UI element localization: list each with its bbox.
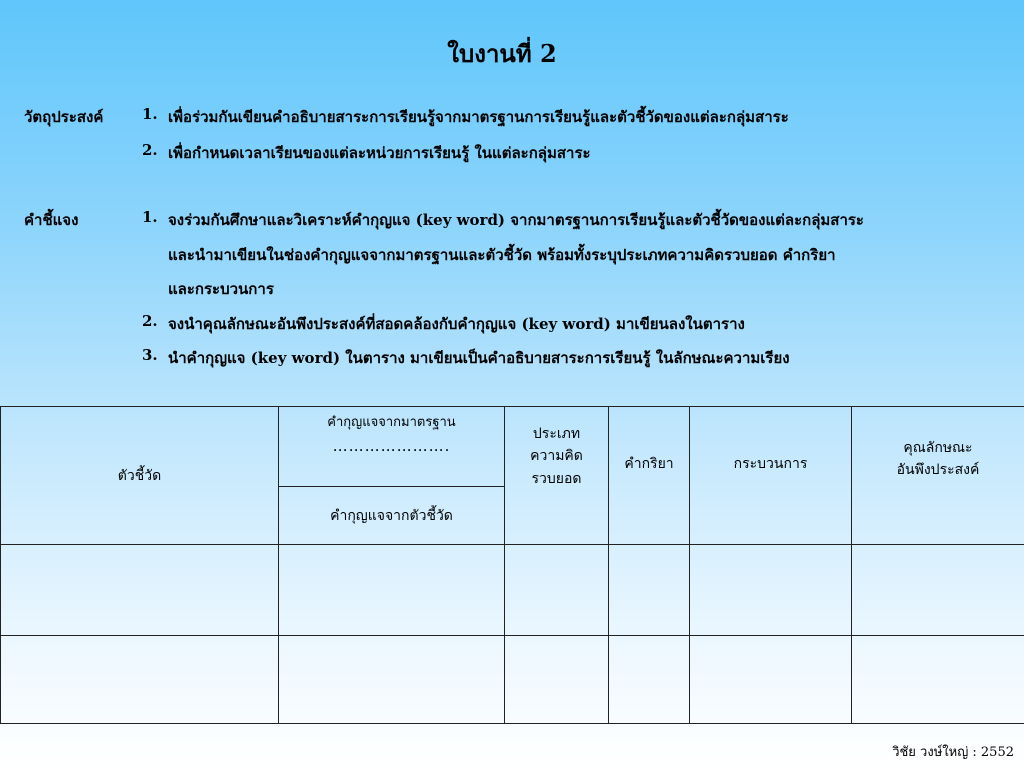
instruction-line-2: จงนำคุณลักษณะอันพึงประสงค์ที่สอดคล้องกับคำกุญแจ (key word) มาเขียนลงในตาราง [168,315,745,333]
table-cell[interactable] [505,635,609,723]
header-attribute-line-2: อันพึงประสงค์ [896,462,980,479]
table-cell[interactable] [1,545,279,635]
table-cell[interactable] [279,545,505,635]
objective-text-1: เพื่อร่วมกันเขียนคำอธิบายสาระการเรียนรู้จากมาตรฐานการเรียนรู้และตัวชี้วัดของแต่ละกลุ่มสาระ [168,108,789,126]
table-cell[interactable] [690,545,852,635]
instruction-line-1a: จงร่วมกันศึกษาและวิเคราะห์คำกุญแจ (key word) จากมาตรฐานการเรียนรู้และตัวชี้วัดของแต่ละกลุ่มสาระ [168,211,864,229]
instruction-line-3: นำคำกุญแจ (key word) ในตาราง มาเขียนเป็นคำอธิบายสาระการเรียนรู้ ในลักษณะความเรียง [168,349,790,367]
table-row [1,635,1024,723]
table-cell[interactable] [852,635,1024,723]
table-cell[interactable] [1,635,279,723]
table-cell[interactable] [609,545,690,635]
objective-label: วัตถุประสงค์ [24,108,104,126]
table-cell[interactable] [279,635,505,723]
header-attribute [852,407,1024,545]
table-cell[interactable] [505,545,609,635]
instruction-num-2: 2. [142,312,158,330]
objective-num-1: 1. [142,105,158,123]
instruction-num-3: 3. [142,346,158,364]
header-concept-line-2: ความคิด [530,448,583,465]
header-verb: คำกริยา [609,407,690,545]
header-concept-line-1: ประเภท [532,426,581,442]
header-indicator: ตัวชี้วัด [1,407,279,545]
header-concept-line-3: รวบยอด [531,470,582,487]
instruction-num-1: 1. [142,208,158,226]
instruction-label: คำชี้แจง [24,211,79,229]
header-process: กระบวนการ [690,407,852,545]
author-footer: วิชัย วงษ์ใหญ่ : 2552 [892,745,1014,760]
objective-num-2: 2. [142,141,158,159]
worksheet-title: ใบงานที่ 2 [447,39,557,68]
header-keyword-standard-dots: …………………. [332,436,451,455]
header-keyword-standard-label: คำกุญแจจากมาตรฐาน [327,415,456,430]
table-cell[interactable] [690,635,852,723]
header-keyword-indicator: คำกุญแจจากตัวชี้วัด [279,487,505,545]
instruction-line-1b: และนำมาเขียนในช่องคำกุญแจจากมาตรฐานและตัวชี้วัด พร้อมทั้งระบุประเภทความคิดรวบยอด คำกริยา [168,246,836,264]
table-row [1,545,1024,635]
table-cell[interactable] [609,635,690,723]
header-keyword-standard [279,407,505,487]
header-attribute-line-1: คุณลักษณะ [903,440,973,456]
worksheet-table [0,406,1024,724]
table-cell[interactable] [852,545,1024,635]
instruction-line-1c: และกระบวนการ [168,280,274,298]
objective-text-2: เพื่อกำหนดเวลาเรียนของแต่ละหน่วยการเรียนรู้ ในแต่ละกลุ่มสาระ [168,144,591,162]
header-concept [505,407,609,545]
